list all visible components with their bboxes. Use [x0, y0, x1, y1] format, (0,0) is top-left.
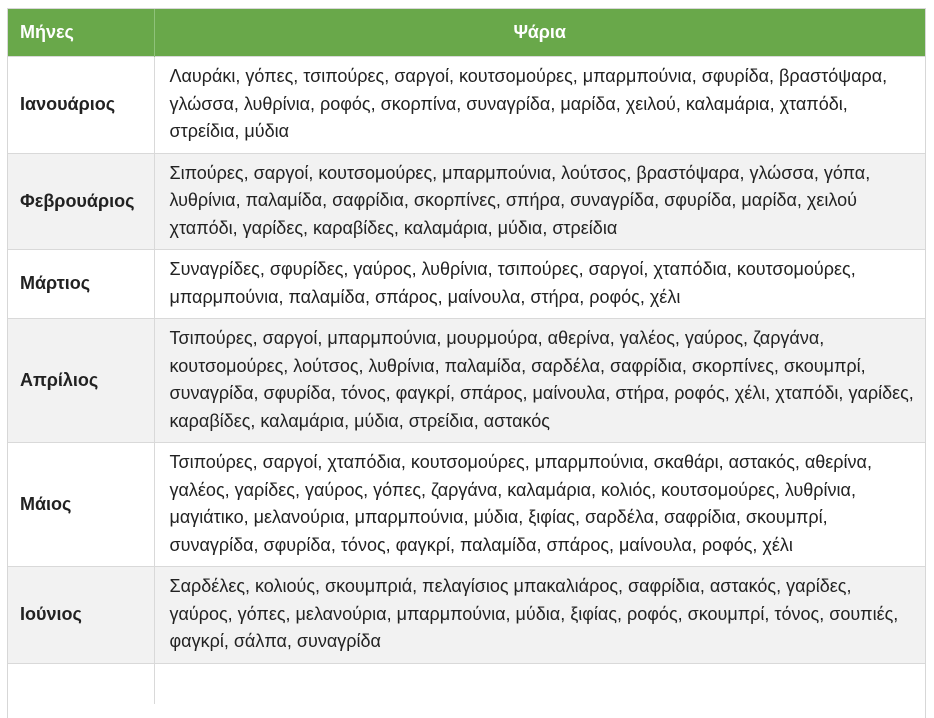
- table-row: [8, 443, 925, 567]
- table-row: [8, 57, 925, 154]
- month-cell: Φεβρουάριος: [8, 153, 154, 250]
- table-row: [8, 567, 925, 664]
- fish-cell: Σιπούρες, σαργοί, κουτσομούρες, μπαρμπούνια, λούτσος, βραστόψαρα, γλώσσα, γόπα, λυθρίνια, παλαμίδα, σαφρίδια, σκορπίνες, σπήρα, συναγρίδα, σφυρίδα, μαρίδα, χειλού χταπόδι, γαρίδες, καραβίδες, καλαμάρια, μύδια, στρείδια: [154, 153, 925, 250]
- table-header-row: [8, 9, 925, 57]
- fish-cell: [154, 663, 925, 704]
- month-cell: Μάρτιος: [8, 250, 154, 319]
- month-cell: Απρίλιος: [8, 319, 154, 443]
- month-cell: [8, 663, 154, 704]
- header-months: Μήνες: [8, 9, 154, 57]
- header-fish: Ψάρια: [154, 9, 925, 57]
- fish-calendar-table: [8, 9, 925, 704]
- table-row: [8, 319, 925, 443]
- fish-cell: Συναγρίδες, σφυρίδες, γαύρος, λυθρίνια, τσιπούρες, σαργοί, χταπόδια, κουτσομούρες, μπαρμπούνια, παλαμίδα, σπάρος, μαίνουλα, στήρα, ροφός, χέλι: [154, 250, 925, 319]
- fish-calendar-table-container: [7, 8, 926, 718]
- fish-cell: Σαρδέλες, κολιούς, σκουμπριά, πελαγίσιος μπακαλιάρος, σαφρίδια, αστακός, γαρίδες, γαύρος, γόπες, μελανούρια, μπαρμπούνια, μύδια, ξιφίας, ροφός, σκουμπρί, τόνος, σουπιές, φαγκρί, σάλπα, συναγρίδα: [154, 567, 925, 664]
- fish-cell: Λαυράκι, γόπες, τσιπούρες, σαργοί, κουτσομούρες, μπαρμπούνια, σφυρίδα, βραστόψαρα, γλώσσα, λυθρίνια, ροφός, σκορπίνα, συναγρίδα, μαρίδα, χειλού, καλαμάρια, χταπόδι, στρείδια, μύδια: [154, 57, 925, 154]
- month-cell: Ιανουάριος: [8, 57, 154, 154]
- month-cell: Ιούνιος: [8, 567, 154, 664]
- table-row: [8, 663, 925, 704]
- table-row: [8, 250, 925, 319]
- fish-cell: Τσιπούρες, σαργοί, μπαρμπούνια, μουρμούρα, αθερίνα, γαλέος, γαύρος, ζαργάνα, κουτσομούρες, λούτσος, λυθρίνια, παλαμίδα, σαρδέλα, σαφρίδια, σκορπίνες, σκουμπρί, συναγρίδα, σφυρίδα, τόνος, φαγκρί, σπάρος, μαίνουλα, στήρα, ροφός, χέλι, χταπόδι, γαρίδες, καραβίδες, καλαμάρια, μύδια, στρείδια, αστακός: [154, 319, 925, 443]
- fish-cell: Τσιπούρες, σαργοί, χταπόδια, κουτσομούρες, μπαρμπούνια, σκαθάρι, αστακός, αθερίνα, γαλέος, γαρίδες, γαύρος, γόπες, ζαργάνα, καλαμάρια, κολιός, κουτσομούρες, λυθρίνια, μαγιάτικο, μελανούρια, μπαρμπούνια, μύδια, ξιφίας, σαρδέλα, σαφρίδια, σκουμπρί, συναγρίδα, σφυρίδα, τόνος, φαγκρί, παλαμίδα, σπάρος, μαίνουλα, ροφός, χέλι: [154, 443, 925, 567]
- month-cell: Μάιος: [8, 443, 154, 567]
- table-row: [8, 153, 925, 250]
